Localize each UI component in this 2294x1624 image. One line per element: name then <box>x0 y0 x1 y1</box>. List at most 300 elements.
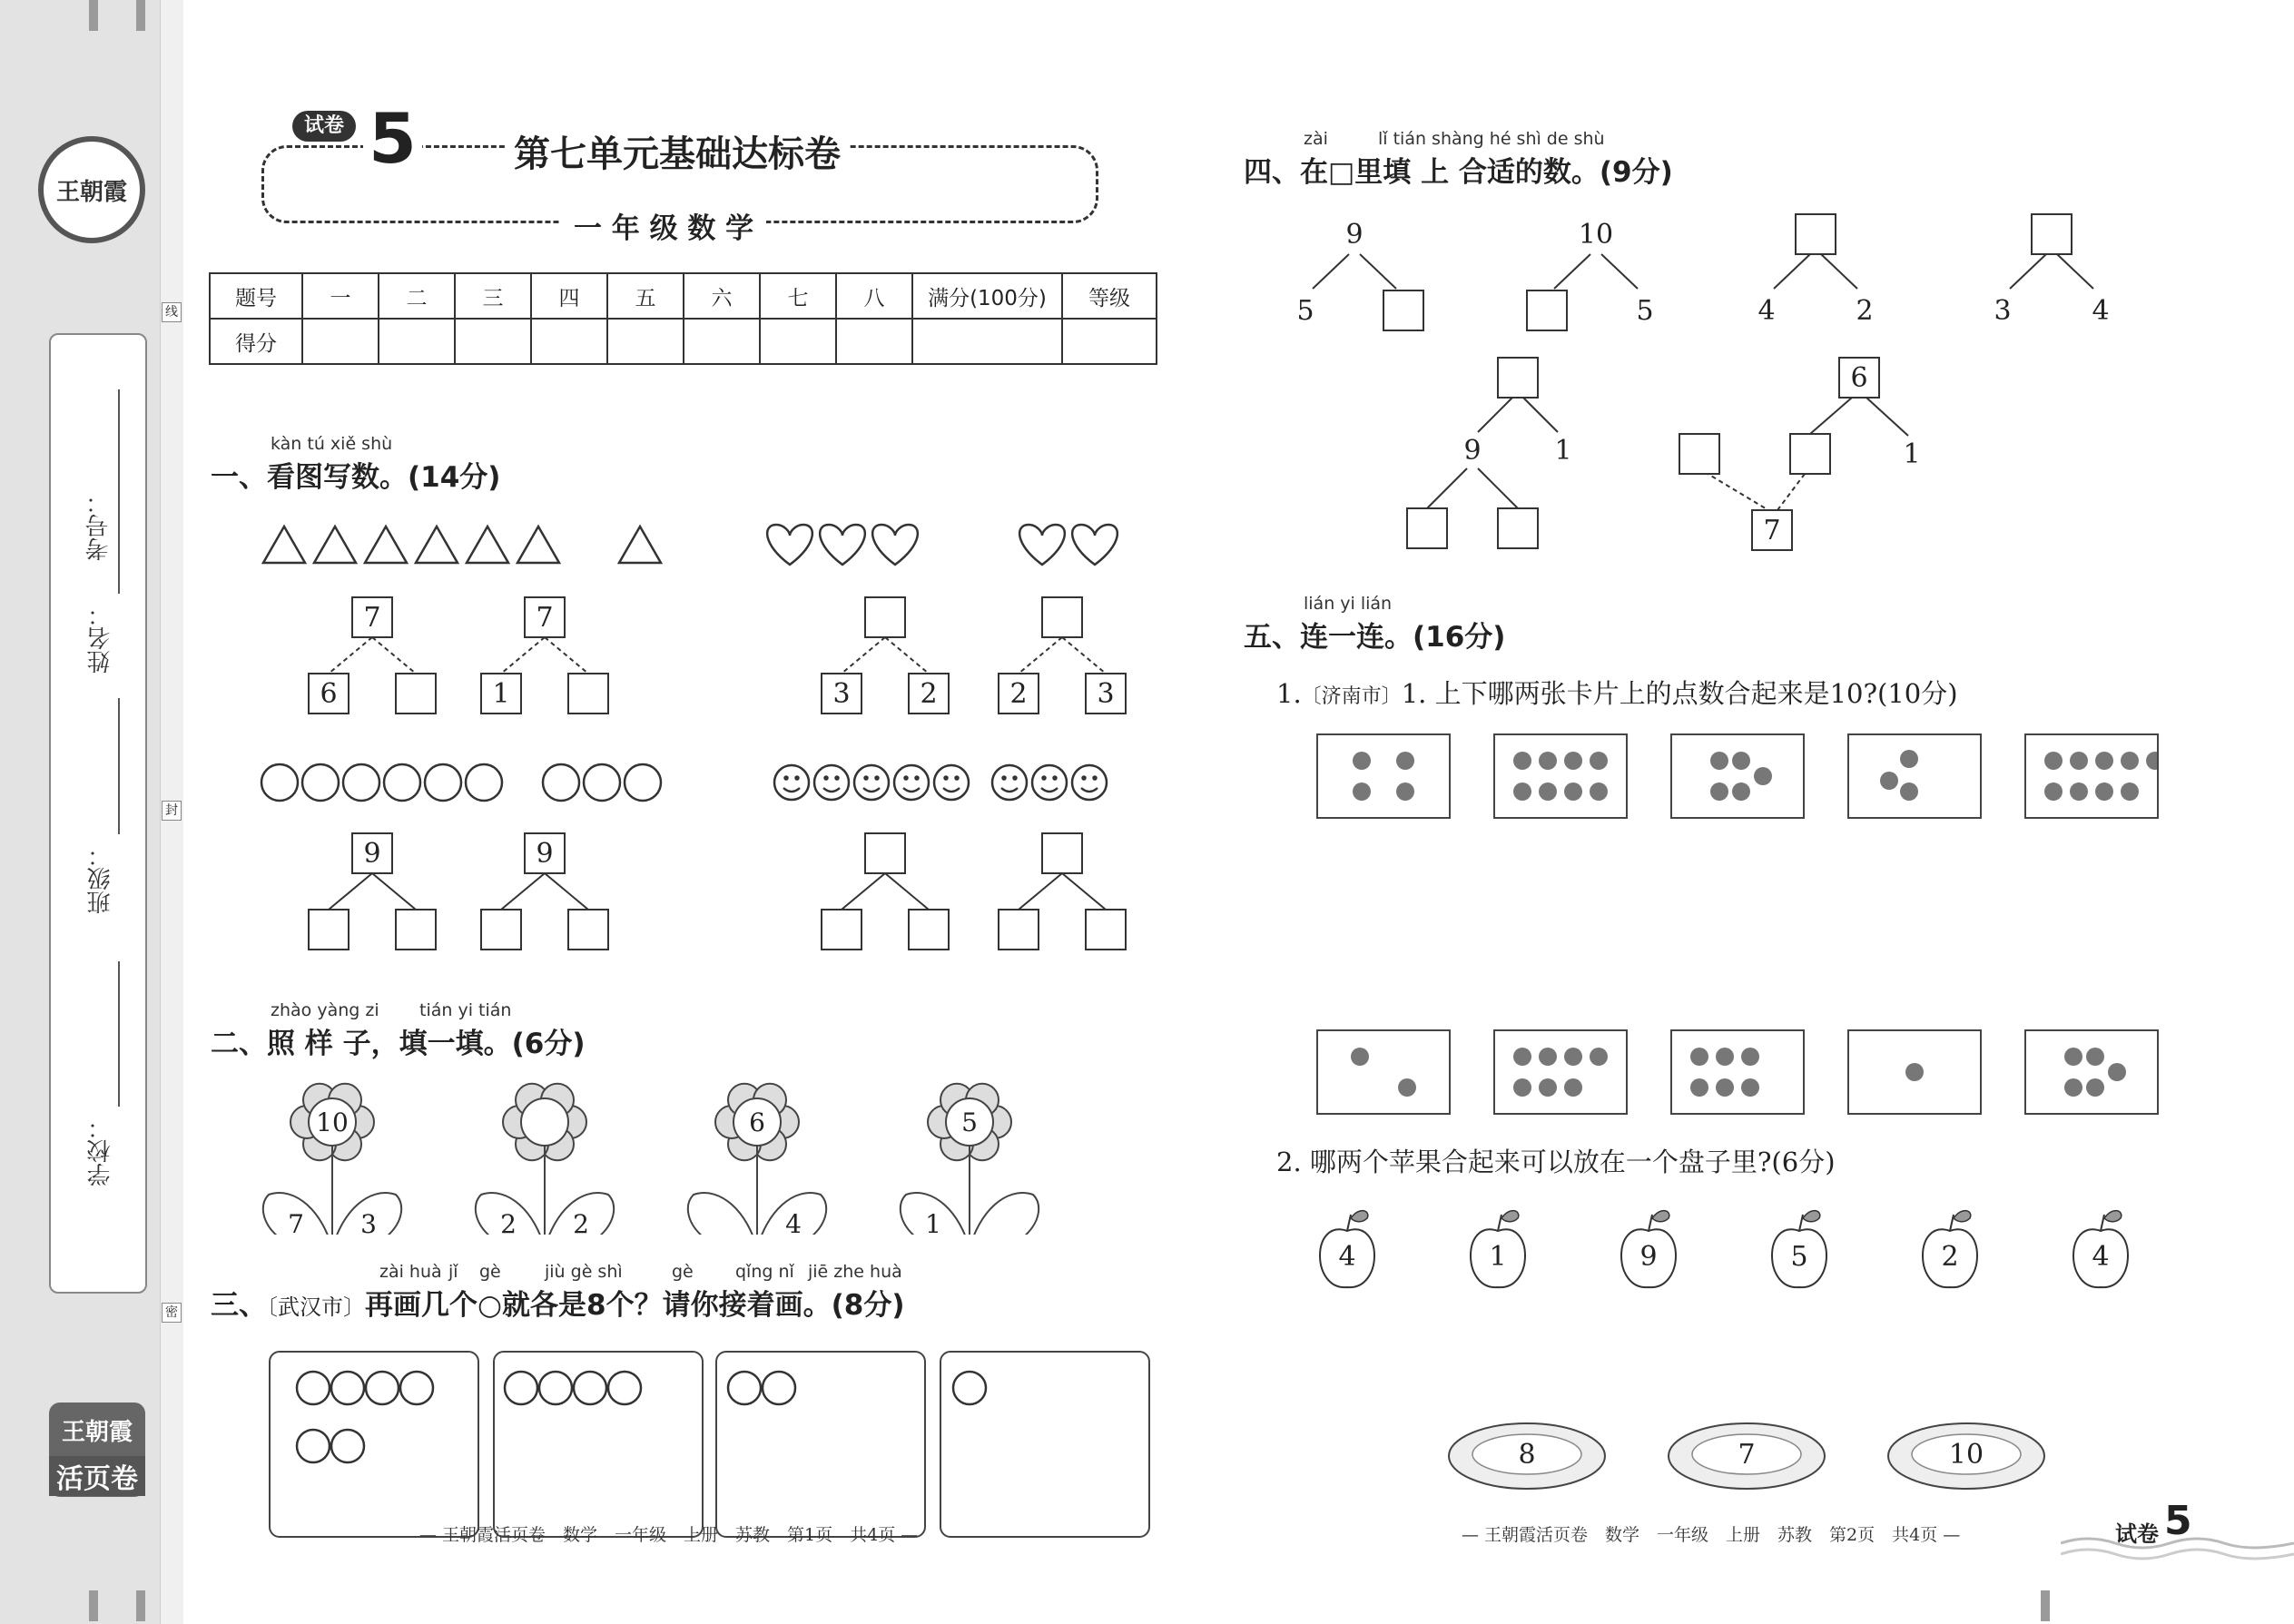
plate-icon[interactable] <box>1449 1423 1605 1489</box>
tree-left-box[interactable] <box>309 910 349 950</box>
tree-left-box <box>1994 295 2011 327</box>
smiley-icon <box>1032 765 1067 800</box>
triangle-icon <box>467 527 508 563</box>
section3-pinyin: gè <box>672 1262 694 1282</box>
dot <box>1590 1048 1608 1066</box>
plate-row <box>1443 1416 2061 1507</box>
class-line <box>118 698 120 834</box>
score-header-row <box>210 273 1157 319</box>
tree-right-box[interactable] <box>1383 290 1423 330</box>
svg-text:9: 9 <box>1345 219 1364 251</box>
tree-bottom-right-box[interactable] <box>1498 508 1538 548</box>
tree-top-box <box>525 597 565 637</box>
section1-title: 一、看图写数。(14分) <box>211 461 501 494</box>
dot <box>2095 752 2113 770</box>
circle-icon <box>302 764 339 801</box>
svg-text:10: 10 <box>1578 219 1614 251</box>
flower-center-number: 5 <box>961 1107 978 1137</box>
dot <box>2070 752 2088 770</box>
dot-card[interactable] <box>2024 1029 2159 1115</box>
fold-mark-secret: 密 <box>162 1303 182 1323</box>
svg-text:7: 7 <box>363 602 381 634</box>
triangle-group <box>263 527 661 563</box>
circle-icon <box>466 764 502 801</box>
tree-left-box[interactable] <box>822 910 861 950</box>
dot <box>1880 772 1898 790</box>
svg-text:4: 4 <box>1757 295 1776 327</box>
tree-top-box <box>525 833 565 873</box>
circle-icon <box>763 1372 795 1404</box>
number-bond-tree <box>481 833 608 950</box>
dot <box>1398 1078 1416 1097</box>
tree-top-box <box>1345 219 1363 251</box>
tree-right-box <box>1086 674 1126 714</box>
dot <box>2064 1048 2082 1066</box>
svg-text:9: 9 <box>363 838 381 870</box>
dot <box>1539 1078 1557 1097</box>
footer-left: — 王朝霞活页卷 数学 一年级 上册 苏教 第1页 共4页 — <box>419 1525 919 1545</box>
punch-mark <box>89 1590 98 1621</box>
badge-line1: 王朝霞 <box>61 1419 133 1446</box>
score-row <box>210 319 1157 364</box>
number-bond-trees <box>309 597 1126 950</box>
circle-icon <box>953 1372 986 1404</box>
tree-left-box <box>1757 295 1775 327</box>
flower-left-number: 2 <box>500 1209 517 1235</box>
tree-right-box[interactable] <box>1086 910 1126 950</box>
section3-heading: 三、〔武汉市〕再画几个○就各是8个？请你接着画。(8分) <box>211 1289 905 1322</box>
dot <box>1513 1048 1531 1066</box>
dot <box>1710 782 1728 801</box>
tree-top-box[interactable] <box>1796 214 1836 254</box>
number-bond-tree <box>481 597 608 714</box>
dot <box>1741 1048 1759 1066</box>
dot-card[interactable] <box>2024 733 2159 819</box>
dot <box>1900 782 1918 801</box>
dot <box>1564 1048 1582 1066</box>
dot <box>1590 752 1608 770</box>
flower-icon <box>901 1084 1039 1235</box>
number-bond-tree <box>999 597 1126 714</box>
heart-icon <box>1019 525 1065 565</box>
dot <box>1716 1048 1734 1066</box>
score-input[interactable] <box>836 319 912 364</box>
fold-mark-seal: 封 <box>162 801 182 821</box>
triangle-icon <box>517 527 559 563</box>
flower-center-number: 6 <box>749 1107 765 1137</box>
smiley-icon <box>814 765 849 800</box>
svg-text:2: 2 <box>920 678 938 710</box>
tree-right-box[interactable] <box>568 910 608 950</box>
tree-right-box[interactable] <box>396 910 436 950</box>
circle-icon <box>297 1372 330 1404</box>
badge-line2: 活页卷 <box>49 1456 145 1496</box>
number-bond-tree <box>822 597 949 714</box>
tree-top-box <box>1579 219 1613 251</box>
table-cell: 八 <box>836 273 912 319</box>
dot <box>1900 750 1918 768</box>
number-bond-tree-chain <box>1679 358 1921 550</box>
dot <box>1905 1063 1924 1081</box>
circle-icon <box>331 1430 364 1462</box>
flower-icon <box>263 1084 401 1235</box>
punch-mark <box>89 0 98 31</box>
fold-mark-line: 线 <box>162 302 182 322</box>
tree-right-box <box>1856 295 1873 327</box>
svg-text:1: 1 <box>492 678 510 710</box>
flowers <box>263 1084 1039 1235</box>
number-bond-tree <box>1527 219 1654 330</box>
svg-text:9: 9 <box>1463 435 1482 467</box>
dot <box>1690 1048 1708 1066</box>
table-cell: 四 <box>531 273 607 319</box>
circle-icon <box>297 1430 330 1462</box>
circle-icon <box>366 1372 399 1404</box>
dot <box>1754 767 1772 785</box>
tree-right-box[interactable] <box>909 910 949 950</box>
exam-label: 试卷 <box>292 111 356 142</box>
svg-text:4: 4 <box>2092 295 2110 327</box>
heart-icon <box>820 525 865 565</box>
dot <box>1351 1048 1369 1066</box>
exam-id-label: 考号： <box>84 490 113 561</box>
dot <box>1741 1078 1759 1097</box>
number-bond-tree <box>309 597 436 714</box>
tree-top-box <box>352 833 392 873</box>
flower-right-number: 3 <box>360 1209 377 1235</box>
smiley-icon <box>774 765 809 800</box>
score-input[interactable] <box>379 319 455 364</box>
section1-pinyin: kàn tú xiě shù <box>271 434 393 454</box>
section4-trees <box>1253 200 2142 563</box>
dot <box>1564 1078 1582 1097</box>
heart-group <box>767 525 1117 565</box>
number-bond-tree <box>999 833 1126 950</box>
dot <box>1513 1078 1531 1097</box>
number-bond-tree <box>822 833 949 950</box>
table-cell: 满分(100分) <box>912 273 1062 319</box>
drawn-circles <box>269 1351 1154 1541</box>
tree-top-box <box>1839 358 1879 398</box>
dot-card[interactable] <box>1316 1029 1451 1115</box>
section2-pinyin-b: tián yi tián <box>419 1000 512 1020</box>
section3-pinyin: gè <box>479 1262 501 1282</box>
tree-left-box <box>309 674 349 714</box>
dot <box>1513 782 1531 801</box>
apple-number: 1 <box>1489 1241 1507 1273</box>
score-input[interactable] <box>607 319 684 364</box>
page-subtitle: 一 年 级 数 学 <box>561 205 766 246</box>
tree-top-box[interactable] <box>1498 358 1538 398</box>
flower-left-number: 1 <box>925 1209 941 1235</box>
class-field[interactable] <box>51 843 149 914</box>
table-cell: 二 <box>379 273 455 319</box>
tree-left-box[interactable] <box>1527 290 1567 330</box>
triangle-icon <box>365 527 407 563</box>
apple-icon[interactable] <box>1923 1211 1977 1288</box>
tree-right-box[interactable] <box>568 674 608 714</box>
circle-icon <box>343 764 379 801</box>
tree-top-box[interactable] <box>865 597 905 637</box>
smiley-icon <box>992 765 1027 800</box>
apples <box>1320 1211 2128 1288</box>
flower-right-number: 2 <box>573 1209 589 1235</box>
exam-id-field[interactable] <box>49 490 147 561</box>
table-cell: 题号 <box>210 273 302 319</box>
dot <box>2095 782 2113 801</box>
table-cell: 三 <box>455 273 531 319</box>
section5-title: 五、连一连。(16分) <box>1244 621 1506 654</box>
tree-left-box[interactable] <box>1679 434 1719 474</box>
svg-text:5: 5 <box>1296 295 1314 327</box>
apple-icon[interactable] <box>2073 1211 2128 1288</box>
circle-icon <box>574 1372 606 1404</box>
heart-icon <box>767 525 812 565</box>
dot <box>1564 782 1582 801</box>
svg-text:1: 1 <box>1903 438 1921 470</box>
svg-text:3: 3 <box>1097 678 1115 710</box>
plate-icon[interactable] <box>1669 1423 1825 1489</box>
exam-number: 5 <box>363 98 422 180</box>
circle-icon <box>400 1372 433 1404</box>
tree-bottom-left-box[interactable] <box>1407 508 1447 548</box>
table-cell: 六 <box>684 273 760 319</box>
table-cell: 一 <box>302 273 379 319</box>
svg-text:7: 7 <box>536 602 554 634</box>
q1-body: 1. 上下哪两张卡片上的点数合起来是10?(10分) <box>1401 678 1958 709</box>
dot <box>2070 782 2088 801</box>
table-cell: 得分 <box>210 319 302 364</box>
dot <box>2108 1063 2126 1081</box>
tree-mid-right <box>1554 435 1571 467</box>
dot <box>1564 752 1582 770</box>
tree-right-box <box>2092 295 2109 327</box>
flower-right-number: 4 <box>785 1209 802 1235</box>
circle-icon <box>584 764 620 801</box>
dot <box>2044 782 2063 801</box>
dot <box>2121 782 2139 801</box>
circle-icon <box>384 764 420 801</box>
tree-left-box <box>999 674 1039 714</box>
svg-text:2: 2 <box>1856 295 1874 327</box>
corner-label: 试卷 <box>2115 1521 2159 1547</box>
dot <box>2086 1048 2104 1066</box>
dot <box>1539 752 1557 770</box>
dot-card[interactable] <box>1493 1029 1628 1115</box>
number-bond-tree <box>1994 214 2109 327</box>
q1-prefix: 1. <box>1276 678 1302 709</box>
circle-group <box>261 764 661 801</box>
dot <box>2064 1078 2082 1097</box>
tree-left-box <box>822 674 861 714</box>
table-cell: 等级 <box>1062 273 1157 319</box>
apple-number: 4 <box>2092 1241 2110 1273</box>
section3-title: 再画几个○就各是8个？请你接着画。(8分) <box>365 1289 905 1322</box>
apple-number: 2 <box>1941 1241 1959 1273</box>
apple-icon[interactable] <box>1772 1211 1826 1288</box>
score-input[interactable] <box>684 319 760 364</box>
dot <box>1396 782 1414 801</box>
score-input[interactable] <box>455 319 531 364</box>
dot <box>1539 1048 1557 1066</box>
punch-mark <box>136 0 145 31</box>
number-bond-trees <box>1296 214 2109 550</box>
section4-pinyin-b: lǐ tián shàng hé shì de shù <box>1378 129 1605 149</box>
q2-text: 2. 哪两个苹果合起来可以放在一个盘子里?(6分) <box>1276 1147 1836 1177</box>
dot <box>1732 752 1750 770</box>
smiley-icon <box>894 765 929 800</box>
circle-icon <box>505 1372 537 1404</box>
dot <box>1716 1078 1734 1097</box>
name-field[interactable] <box>51 603 149 674</box>
svg-text:7: 7 <box>1763 515 1781 546</box>
apple-icon[interactable] <box>1320 1211 1374 1288</box>
dot-card[interactable] <box>1670 733 1805 819</box>
tree-mid-box[interactable] <box>1790 434 1830 474</box>
score-input[interactable] <box>531 319 607 364</box>
dot <box>1353 752 1371 770</box>
tree-right-box[interactable] <box>396 674 436 714</box>
tree-left-box <box>1296 295 1314 327</box>
dot-card[interactable] <box>1493 733 1628 819</box>
dot <box>1732 782 1750 801</box>
school-line <box>118 961 120 1107</box>
svg-text:6: 6 <box>320 678 338 710</box>
dot <box>1690 1078 1708 1097</box>
heart-icon <box>1072 525 1117 565</box>
apple-number: 5 <box>1790 1241 1808 1273</box>
section1-figures <box>182 508 1144 962</box>
logo-text: 王朝霞 <box>55 178 127 206</box>
flower-center-number: 10 <box>316 1107 349 1137</box>
svg-text:3: 3 <box>1994 295 2012 327</box>
score-input[interactable] <box>760 319 836 364</box>
name-label: 姓名： <box>86 603 114 674</box>
section3-pinyin: jǐ <box>448 1262 458 1282</box>
svg-text:1: 1 <box>1554 435 1572 467</box>
number-bond-tree-double <box>1407 358 1572 548</box>
apple-icon[interactable] <box>1471 1211 1525 1288</box>
footer-right: — 王朝霞活页卷 数学 一年级 上册 苏教 第2页 共4页 — <box>1462 1525 1961 1545</box>
class-label: 班级： <box>86 843 114 914</box>
score-table <box>209 272 1157 365</box>
tree-top-box[interactable] <box>1042 597 1082 637</box>
smiley-group <box>774 765 1107 800</box>
punch-mark <box>136 1590 145 1621</box>
section2-title: 二、照 样 子，填一填。(6分) <box>211 1028 586 1060</box>
dot <box>1513 752 1531 770</box>
table-cell: 七 <box>760 273 836 319</box>
dot <box>1710 752 1728 770</box>
circle-icon <box>728 1372 761 1404</box>
dot-card[interactable] <box>1847 733 1982 819</box>
triangle-icon <box>619 527 661 563</box>
tree-left-box[interactable] <box>481 910 521 950</box>
section4-title: 四、在□里填 上 合适的数。(9分) <box>1244 156 1673 189</box>
dot-card[interactable] <box>1670 1029 1805 1115</box>
apple-number: 4 <box>1338 1241 1356 1273</box>
number-bond-tree <box>1296 219 1423 330</box>
tree-left-box <box>481 674 521 714</box>
circle-icon <box>608 1372 641 1404</box>
q1-tag: 〔济南市〕 <box>1301 685 1402 708</box>
student-info-box <box>49 333 147 1294</box>
tree-right-box <box>909 674 949 714</box>
apple-row <box>1307 1198 2142 1298</box>
school-field[interactable] <box>51 1116 149 1186</box>
smiley-icon <box>1072 765 1107 800</box>
circle-icon <box>543 764 579 801</box>
flower-left-number: 7 <box>288 1209 304 1235</box>
svg-text:9: 9 <box>536 838 554 870</box>
triangle-icon <box>263 527 305 563</box>
score-input[interactable] <box>1062 319 1157 364</box>
apple-icon[interactable] <box>1621 1211 1676 1288</box>
section4-pinyin-a: zài <box>1304 129 1328 149</box>
tree-top-box[interactable] <box>865 833 905 873</box>
section3-pinyin: jiē zhe huà <box>808 1262 902 1282</box>
svg-text:3: 3 <box>832 678 851 710</box>
plates <box>1449 1423 2044 1489</box>
page-title: 第七单元基础达标卷 <box>505 125 850 177</box>
svg-text:5: 5 <box>1636 295 1654 327</box>
tree-right-box <box>1636 295 1653 327</box>
plate-number: 8 <box>1518 1439 1536 1471</box>
q1-text <box>1276 674 1958 711</box>
school-label: 学校： <box>86 1116 114 1186</box>
tree-top-box[interactable] <box>2032 214 2072 254</box>
dot <box>1590 782 1608 801</box>
section3-pinyin: jiù gè shì <box>545 1262 623 1282</box>
apple-number: 9 <box>1639 1241 1658 1273</box>
number-bond-tree <box>1757 214 1873 327</box>
flower-icon <box>476 1084 614 1235</box>
flower-icon <box>688 1084 826 1235</box>
heart-icon <box>872 525 918 565</box>
score-input[interactable] <box>302 319 379 364</box>
dot <box>1353 782 1371 801</box>
circle-icon <box>331 1372 364 1404</box>
dot-card[interactable] <box>1847 1029 1982 1115</box>
tree-bottom-box <box>1752 510 1792 550</box>
circle-icon <box>425 764 461 801</box>
punch-mark <box>2041 1590 2050 1621</box>
section3-tag: 〔武汉市〕 <box>267 1294 365 1320</box>
dot <box>1396 752 1414 770</box>
section5-pinyin: lián yi lián <box>1304 594 1393 614</box>
tree-top-box <box>352 597 392 637</box>
dot <box>2146 752 2157 770</box>
corner-wave <box>2061 1534 2294 1570</box>
dot <box>2121 752 2139 770</box>
tree-top-box[interactable] <box>1042 833 1082 873</box>
score-input[interactable] <box>912 319 1062 364</box>
plate-number: 7 <box>1738 1439 1756 1471</box>
svg-text:6: 6 <box>1850 362 1868 394</box>
dot <box>2044 752 2063 770</box>
smiley-icon <box>854 765 889 800</box>
tree-right-number <box>1903 438 1920 470</box>
tree-left-box[interactable] <box>999 910 1039 950</box>
smiley-icon <box>934 765 969 800</box>
plate-number: 10 <box>1948 1439 1984 1471</box>
publisher-logo <box>38 136 145 243</box>
circle-icon <box>539 1372 572 1404</box>
svg-text:2: 2 <box>1009 678 1028 710</box>
dot-card[interactable] <box>1316 733 1451 819</box>
dot <box>1539 782 1557 801</box>
plate-icon[interactable] <box>1888 1423 2044 1489</box>
